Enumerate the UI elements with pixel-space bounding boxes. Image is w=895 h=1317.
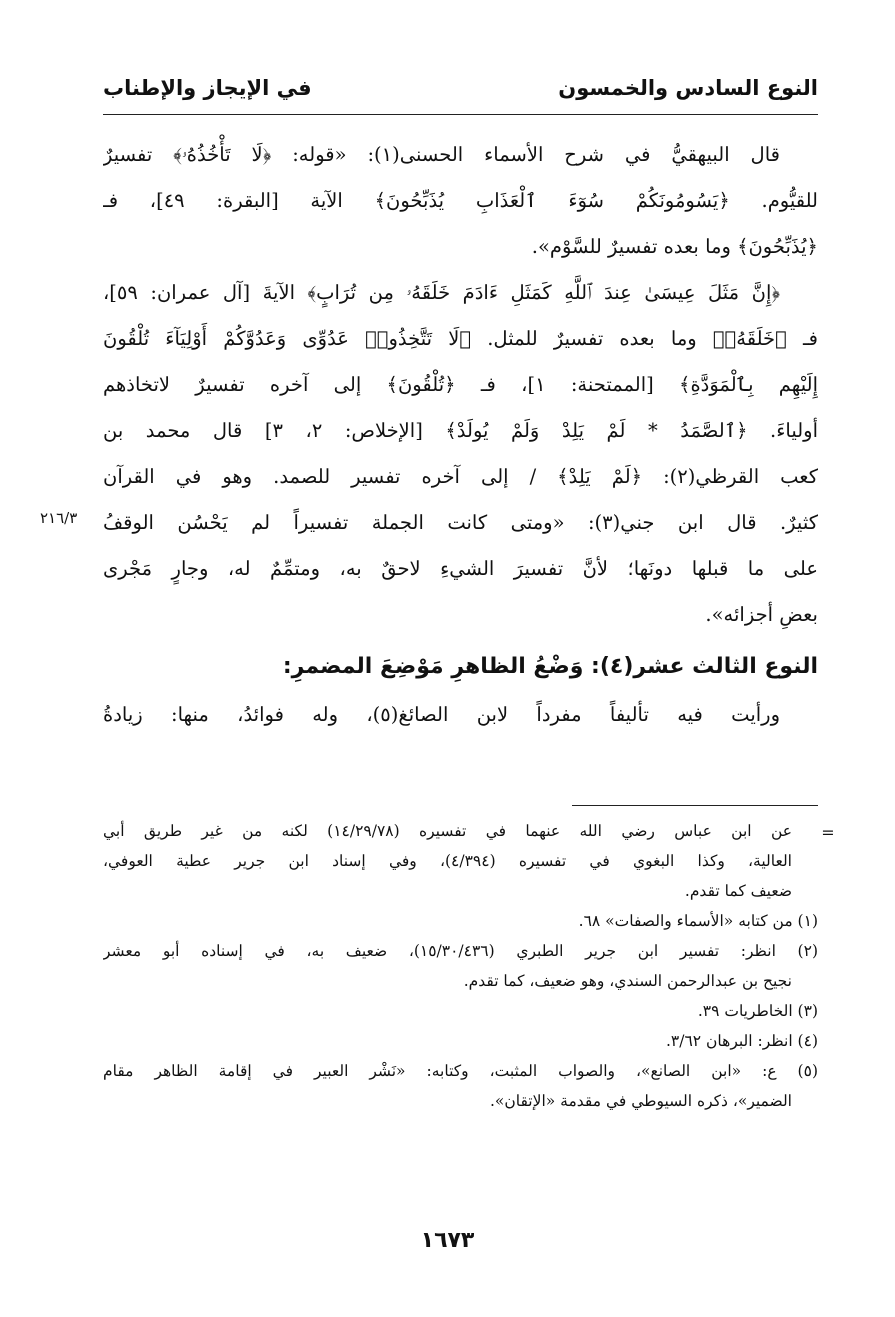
footnote-3: (٣) الخاطريات ٣٩. — [697, 1002, 818, 1020]
section-title: في الإيجاز والإطناب — [103, 76, 312, 100]
footnote-line: عن ابن عباس رضي الله عنهما في تفسيره (١٤/٢٩/٧٨) لكنه من غير طريق أبي — [103, 822, 792, 840]
chapter-title: النوع السادس والخمسون — [558, 76, 818, 100]
main-text — [103, 132, 818, 738]
running-header — [103, 68, 818, 108]
text-line: كعب القرظي(٢): ﴿لَمْ يَلِدْ﴾ / إلى آخره تفسير للصمد. وهو في القرآن — [103, 465, 818, 488]
text-line: فـ ﴿خَلَقَهُۥ﴾ وما بعده تفسيرٌ للمثل. ﴿لَا تَتَّخِذُوا۟ عَدُوِّى وَعَدُوَّكُمْ أَوْلِيَآءَ تُلْقُونَ — [103, 327, 818, 350]
text-line: أولياءَ. ﴿ٱلصَّمَدُ * لَمْ يَلِدْ وَلَمْ يُولَدْ﴾ [الإخلاص: ٢، ٣] قال محمد بن — [103, 419, 818, 442]
footnotes — [103, 816, 818, 1116]
text-line: ﴿إِنَّ مَثَلَ عِيسَىٰ عِندَ ٱللَّهِ كَمَثَلِ ءَادَمَ خَلَقَهُۥ مِن تُرَابٍ﴾ الآيةَ [آل عمران: ٥٩]، — [103, 281, 780, 304]
footnote-line: الضمير»، ذكره السيوطي في مقدمة «الإتقان». — [489, 1092, 792, 1110]
footnote-4: (٤) انظر: البرهان ٣/٦٢. — [665, 1032, 818, 1050]
footnote-line: نجيح بن عبدالرحمن السندي، وهو ضعيف، كما تقدم. — [463, 972, 792, 990]
text-line: ﴿يُذَبِّحُونَ﴾ وما بعده تفسيرٌ للسَّوْم». — [531, 235, 818, 258]
footnote-line: العالية، وكذا البغوي في تفسيره (٤/٣٩٤)، وفي إسناد ابن جرير عطية العوفي، — [103, 852, 792, 870]
text-line: قال البيهقيُّ في شرح الأسماء الحسنى(١): «قوله: ﴿لَا تَأْخُذُهُۥ﴾ تفسيرٌ — [103, 143, 780, 166]
footnote-rule — [572, 805, 818, 806]
footnote-line: ضعيف كما تقدم. — [684, 882, 792, 900]
footnote-continuation-mark: = — [821, 823, 835, 842]
text-line: إِلَيْهِم بِٱلْمَوَدَّةِ﴾ [الممتحنة: ١]، فـ ﴿تُلْقُونَ﴾ إلى آخره تفسيرٌ لاتخاذهم — [103, 373, 818, 396]
text-line: بعضِ أجزائه». — [705, 603, 818, 626]
text-line: كثيرٌ. قال ابن جني(٣): «ومتى كانت الجملة تفسيراً لم يَحْسُن الوقفُ — [103, 511, 818, 534]
footnote-1: (١) من كتابه «الأسماء والصفات» ٦٨. — [578, 912, 818, 930]
margin-page-reference: ٢١٦/٣ — [40, 509, 78, 527]
header-rule — [103, 114, 818, 115]
page-number: ١٦٧٣ — [420, 1228, 475, 1253]
text-line: للقيُّوم. ﴿يَسُومُونَكُمْ سُوٓءَ ٱلْعَذَابِ يُذَبِّحُونَ﴾ الآية [البقرة: ٤٩]، فـ — [103, 189, 818, 212]
text-line: ورأيت فيه تأليفاً مفرداً لابن الصائغ(٥)، وله فوائدُ، منها: زيادةُ — [103, 703, 780, 726]
section-heading: النوع الثالث عشر(٤): وَضْعُ الظاهرِ مَوْضِعَ المضمرِ: — [282, 654, 818, 679]
text-line: على ما قبلها دونَها؛ لأنَّ تفسيرَ الشيءِ لاحقٌ به، ومتمِّمٌ له، وجارٍ مَجْرى — [103, 557, 818, 580]
footnote-5: (٥) ع: «ابن الصانع»، والصواب المثبت، وكتابه: «نَشْر العبير في إقامة الظاهر مقام — [103, 1062, 818, 1080]
footnote-2: (٢) انظر: تفسير ابن جرير الطبري (١٥/٣٠/٤٣٦)، ضعيف به، في إسناده أبو معشر — [103, 942, 818, 960]
